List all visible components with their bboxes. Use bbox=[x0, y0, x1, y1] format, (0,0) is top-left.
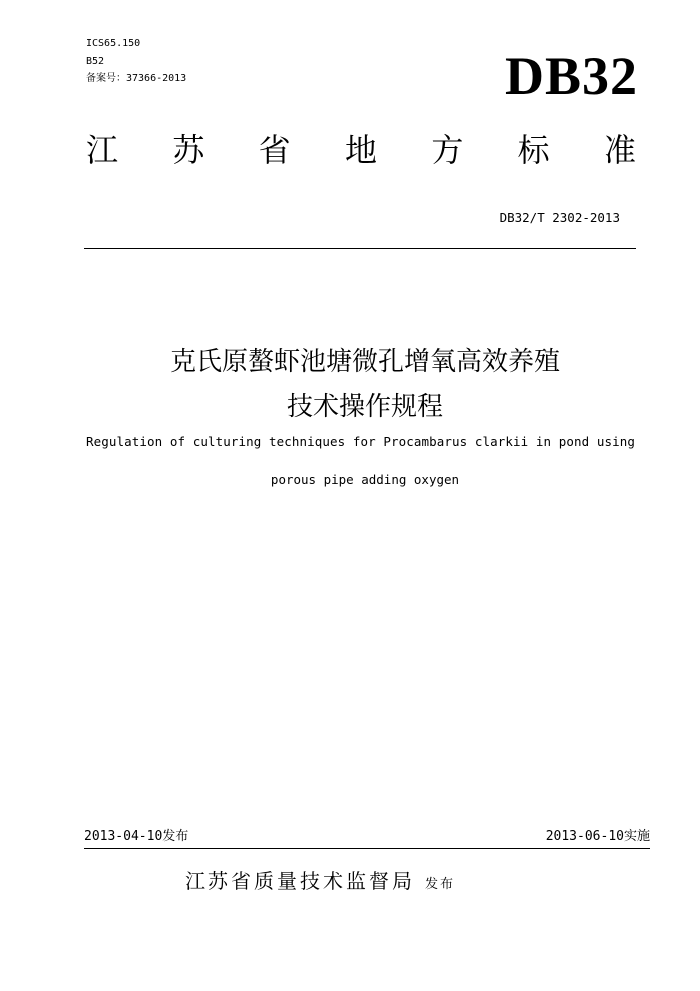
classification-code: B52 bbox=[86, 56, 105, 67]
standard-code: DB32 bbox=[504, 46, 638, 106]
top-divider bbox=[84, 248, 636, 249]
issuer bbox=[185, 865, 455, 894]
standard-type-char: 江 bbox=[86, 131, 119, 169]
title-chinese-line-2: 技术操作规程 bbox=[286, 392, 443, 422]
standard-type-char: 地 bbox=[344, 131, 377, 169]
record-number: 备案号：37366-2013 bbox=[86, 73, 187, 84]
ics-code: ICS65.150 bbox=[86, 38, 141, 49]
standard-type-char: 苏 bbox=[172, 131, 205, 169]
publish-date-label: 发布 bbox=[162, 829, 189, 844]
implement-date bbox=[546, 828, 650, 846]
issuer-name: 江苏省质量技术监督局 bbox=[185, 869, 415, 893]
publish-date-value: 2013-04-10 bbox=[84, 829, 163, 844]
title-chinese-line-1: 克氏原螯虾池塘微孔增氧高效养殖 bbox=[169, 347, 560, 377]
standard-type-char: 方 bbox=[431, 131, 464, 169]
implement-date-value: 2013-06-10 bbox=[545, 829, 624, 844]
standard-type-heading bbox=[86, 130, 636, 170]
bottom-divider bbox=[84, 848, 650, 849]
publish-date bbox=[84, 828, 188, 846]
issuer-suffix: 发布 bbox=[425, 877, 456, 892]
standard-type-char: 省 bbox=[258, 131, 291, 169]
implement-date-label: 实施 bbox=[623, 829, 650, 844]
standard-type-char: 标 bbox=[517, 131, 550, 169]
title-english-line-1: Regulation of culturing techniques for Procambarus clarkii in pond using bbox=[86, 434, 636, 449]
standard-type-char: 准 bbox=[603, 131, 636, 169]
title-english-line-2: porous pipe adding oxygen bbox=[270, 472, 460, 487]
standard-number: DB32/T 2302-2013 bbox=[499, 210, 620, 225]
